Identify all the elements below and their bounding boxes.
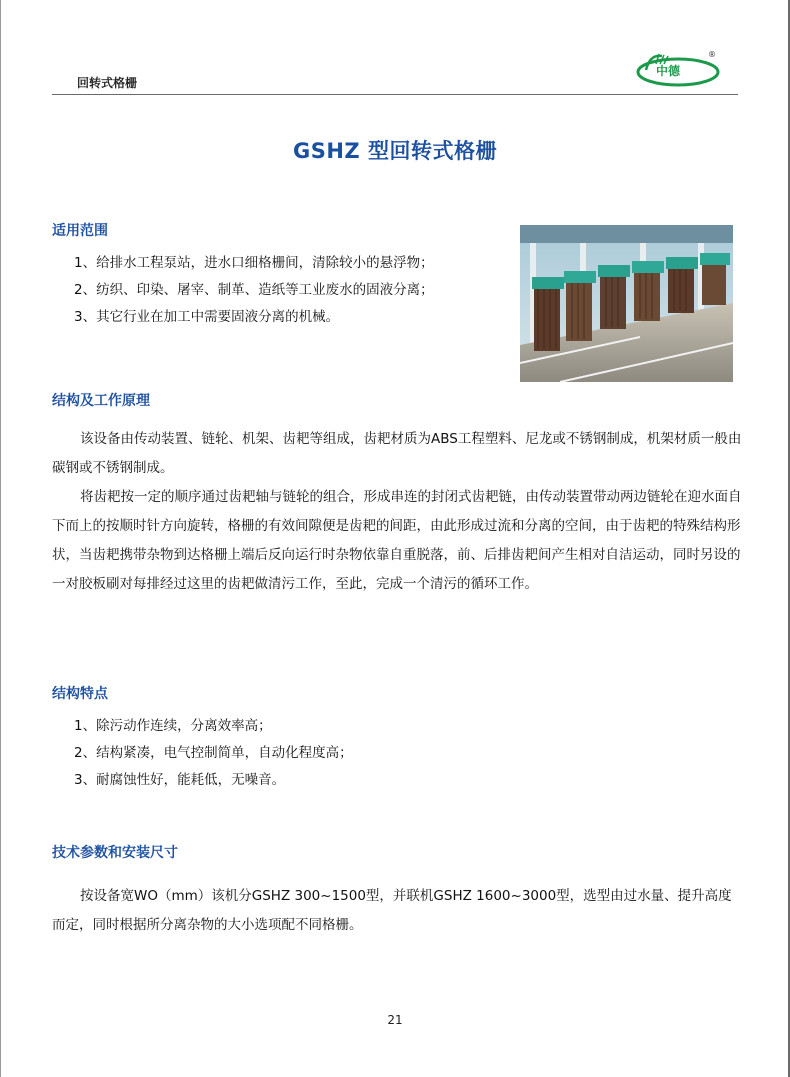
paragraph: 按设备宽WO（mm）该机分GSHZ 300~1500型，并联机GSHZ 1600~3000型，选型由过水量、提升高度而定，同时根据所分离杂物的大小选项配不同格栅。 bbox=[52, 888, 732, 933]
params-text bbox=[52, 882, 742, 940]
logo-text: 中德 bbox=[656, 64, 681, 78]
registered-mark: ® bbox=[708, 50, 716, 59]
page-number: 21 bbox=[387, 1013, 403, 1027]
section-heading-features: 结构特点 bbox=[52, 686, 108, 702]
list-item: 3、耐腐蚀性好，能耗低，无噪音。 bbox=[74, 772, 286, 788]
equipment-photo bbox=[520, 225, 733, 382]
section-heading-params: 技术参数和安装尺寸 bbox=[52, 845, 178, 861]
list-item: 2、结构紧凑，电气控制简单，自动化程度高； bbox=[74, 745, 353, 761]
list-item: 3、其它行业在加工中需要固液分离的机械。 bbox=[74, 309, 340, 325]
paragraph: 该设备由传动装置、链轮、机架、齿耙等组成，齿耙材质为ABS工程塑料、尼龙或不锈钢制成，机架材质一般由碳钢或不锈钢制成。 bbox=[52, 431, 742, 476]
header-divider bbox=[52, 94, 738, 95]
features-list bbox=[74, 713, 353, 794]
page-title: GSHZ 型回转式格栅 bbox=[293, 139, 497, 163]
principle-text bbox=[52, 425, 742, 599]
section-heading-principle: 结构及工作原理 bbox=[52, 393, 150, 409]
list-item: 1、除污动作连续，分离效率高； bbox=[74, 718, 272, 734]
scope-list bbox=[74, 250, 434, 331]
running-header-title: 回转式格栅 bbox=[77, 76, 138, 90]
section-heading-scope: 适用范围 bbox=[52, 223, 108, 239]
paragraph: 将齿耙按一定的顺序通过齿耙轴与链轮的组合，形成串连的封闭式齿耙链，由传动装置带动两边链轮在迎水面自下而上的按顺时针方向旋转，格栅的有效间隙便是齿耙的间距，由此形成过流和分离的空间，由于齿耙的特殊结构形状，当齿耙携带杂物到达格栅上端后反向运行时杂物依靠自重脱落，前、后排齿耙间产生相对自洁运动，同时另设的一对胶板刷对每排经过这里的齿耙做清污工作，至此，完成一个清污的循环工作。 bbox=[52, 489, 742, 592]
list-item: 1、给排水工程泵站，进水口细格栅间，清除较小的悬浮物； bbox=[74, 255, 434, 271]
list-item: 2、纺织、印染、屠宰、制革、造纸等工业废水的固液分离； bbox=[74, 282, 434, 298]
